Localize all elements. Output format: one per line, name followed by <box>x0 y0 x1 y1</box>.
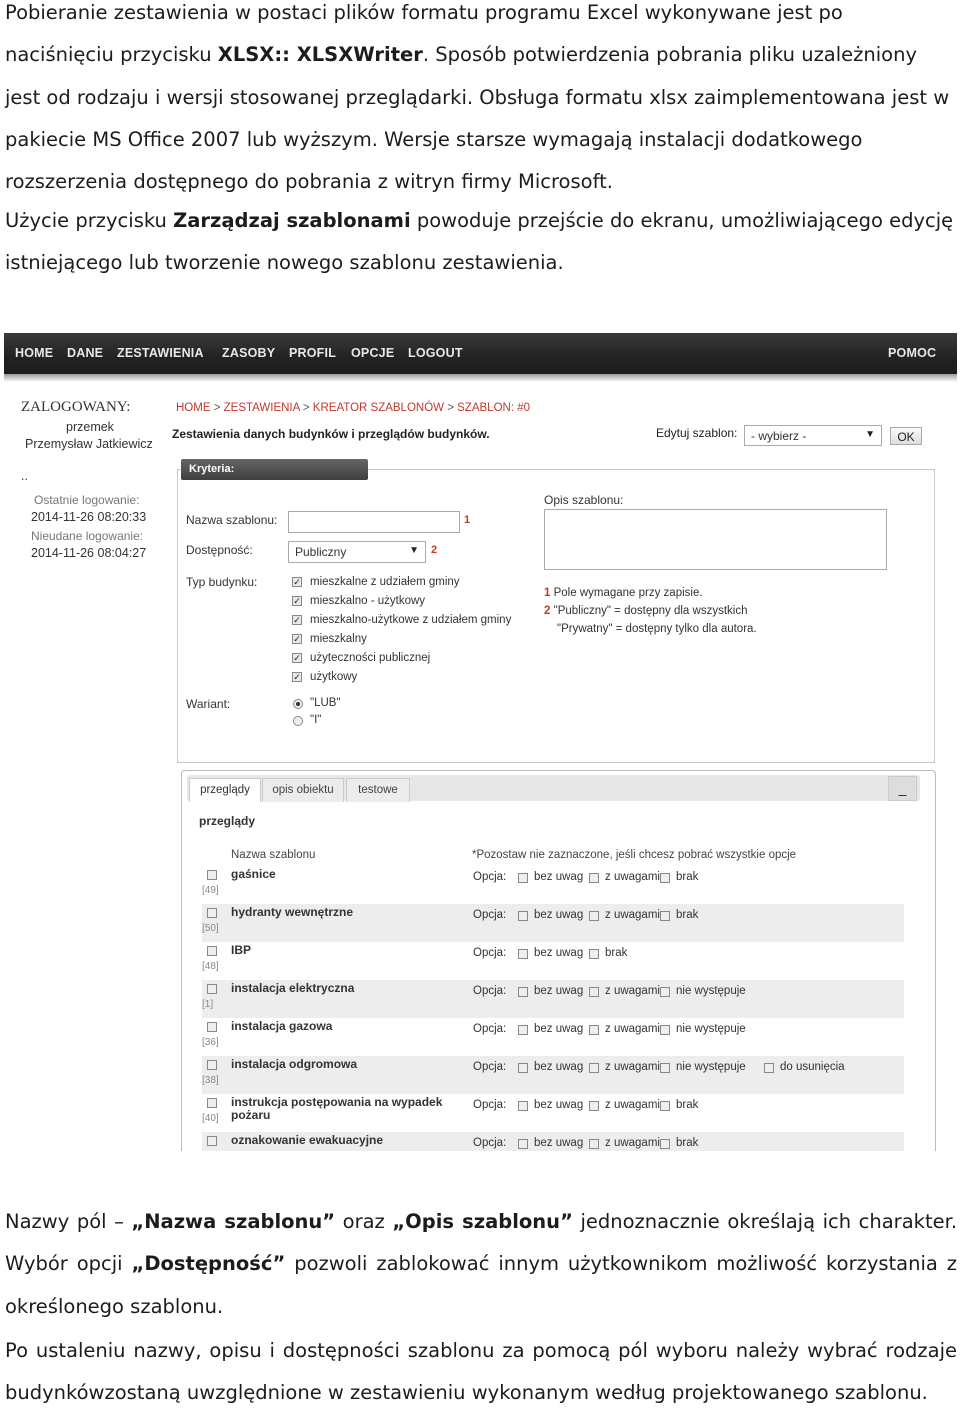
type-checkbox[interactable]: ✓ <box>293 596 301 606</box>
variant-label: Wariant: <box>186 697 231 711</box>
breadcrumb-home[interactable]: HOME <box>176 402 211 414</box>
outro-paragraph-2: Po ustaleniu nazwy, opisu i dostępności szablonu za pomocą pól wyboru należy wybrać rodzaje budynkówzostaną uwzględnione w zestawieniu wykonanym według projektowanego szablonu. <box>5 1339 957 1405</box>
tab-przeglady[interactable]: przeglądy <box>189 778 261 802</box>
table-row <box>202 1018 904 1056</box>
option-checkbox[interactable] <box>518 873 528 883</box>
option-text: brak <box>676 1137 699 1149</box>
option-label: Opcja: <box>473 947 507 959</box>
option-text: z uwagami <box>605 985 660 997</box>
outro-text: jednoznacznie określają ich charakter. Wybór opcji <box>5 1210 958 1276</box>
option-text: nie występuje <box>676 985 746 997</box>
row-name: instrukcja postępowania na wypadek pożaru <box>231 1095 443 1122</box>
option-checkbox[interactable] <box>660 1139 670 1149</box>
type-checkbox[interactable]: ✓ <box>293 615 301 625</box>
breadcrumb-kreator[interactable]: KREATOR SZABLONÓW <box>312 402 445 414</box>
table-row <box>202 942 904 980</box>
row-name: instalacja elektryczna <box>231 981 355 995</box>
row-checkbox[interactable] <box>207 1022 217 1032</box>
outro-text: pozwoli zablokować innym użytkownikom możliwość korzystania z określonego szablonu. <box>5 1252 957 1318</box>
option-label: Opcja: <box>473 1099 507 1111</box>
access-select[interactable] <box>288 541 426 563</box>
option-checkbox[interactable] <box>589 987 599 997</box>
option-checkbox[interactable] <box>518 1139 528 1149</box>
type-option: mieszkalno - użytkowy <box>310 595 426 607</box>
nav-profil[interactable]: PROFIL <box>289 346 337 360</box>
nav-home[interactable]: HOME <box>15 346 54 360</box>
option-checkbox[interactable] <box>589 949 599 959</box>
option-text: bez uwag <box>534 947 584 959</box>
nav-dane[interactable]: DANE <box>67 346 104 360</box>
outro-paragraph-1 <box>5 1201 957 1328</box>
option-checkbox[interactable] <box>764 1063 774 1073</box>
name-input[interactable] <box>288 511 460 533</box>
access-value: Publiczny <box>295 545 347 559</box>
row-id: [36] <box>202 1037 219 1048</box>
option-text: nie występuje <box>676 1023 746 1035</box>
type-option: mieszkalne z udziałem gminy <box>310 576 460 588</box>
intro-text: Pobieranie zestawienia w postaci plików formatu programu Excel wykonywane jest po naciśnięciu przycisku <box>5 1 843 67</box>
option-label: Opcja: <box>473 909 507 921</box>
row-checkbox[interactable] <box>207 1136 217 1146</box>
intro-paragraph-1 <box>5 0 950 203</box>
breadcrumb-szablon[interactable]: SZABLON: #0 <box>457 402 531 414</box>
nav-opcje[interactable]: OPCJE <box>351 346 395 360</box>
row-id: [40] <box>202 1113 219 1124</box>
variant-option: "LUB" <box>310 697 341 709</box>
description-label: Opis szablonu: <box>544 493 624 507</box>
type-checkbox[interactable]: ✓ <box>293 634 301 644</box>
option-text: bez uwag <box>534 985 584 997</box>
note-text: Pole wymagane przy zapisie. <box>553 587 703 599</box>
option-text: bez uwag <box>534 1099 584 1111</box>
description-textarea[interactable] <box>544 509 887 570</box>
dropdown-arrow-icon: ▼ <box>409 545 419 556</box>
option-checkbox[interactable] <box>660 873 670 883</box>
outro-text: Nazwy pól – <box>5 1210 132 1233</box>
minimize-button[interactable]: _ <box>888 776 917 801</box>
option-text: bez uwag <box>534 871 584 883</box>
login-panel <box>4 393 156 1151</box>
access-label: Dostępność: <box>186 543 253 557</box>
option-checkbox[interactable] <box>660 1063 670 1073</box>
row-checkbox[interactable] <box>207 1060 217 1070</box>
option-label: Opcja: <box>473 871 507 883</box>
dropdown-arrow-icon: ▼ <box>865 429 875 440</box>
note-3: "Prywatny" = dostępny tylko dla autora. <box>557 623 757 635</box>
edit-template-label: Edytuj szablon: <box>656 426 738 440</box>
table-row <box>202 1056 904 1094</box>
note-text: "Publiczny" = dostępny dla wszystkich <box>553 605 748 617</box>
nav-zasoby[interactable]: ZASOBY <box>222 346 276 360</box>
note-number: 1 <box>544 587 551 599</box>
option-text: z uwagami <box>605 1137 660 1149</box>
failed-login-label: Nieudane logowanie: <box>31 529 144 543</box>
app-screenshot <box>4 333 957 1151</box>
tab-testowe[interactable]: testowe <box>346 778 410 802</box>
option-text: do usunięcia <box>780 1061 845 1073</box>
last-login-label: Ostatnie logowanie: <box>34 493 140 507</box>
note-number: 2 <box>544 605 551 617</box>
option-text: z uwagami <box>605 1099 660 1111</box>
row-checkbox[interactable] <box>207 908 217 918</box>
building-type-label: Typ budynku: <box>186 575 258 589</box>
note-2 <box>544 605 747 617</box>
login-dots: .. <box>21 469 28 483</box>
table-row <box>202 904 904 942</box>
type-option: użytkowy <box>310 671 358 683</box>
edit-template-value: - wybierz - <box>751 429 807 443</box>
option-checkbox[interactable] <box>589 911 599 921</box>
breadcrumb-separator: > <box>302 402 310 414</box>
row-id: [49] <box>202 885 219 896</box>
option-text: brak <box>676 871 699 883</box>
option-text: brak <box>676 909 699 921</box>
breadcrumb <box>176 402 530 414</box>
row-name: instalacja odgromowa <box>231 1057 358 1071</box>
breadcrumb-separator: > <box>213 402 221 414</box>
option-checkbox[interactable] <box>518 1025 528 1035</box>
option-checkbox[interactable] <box>660 1025 670 1035</box>
variant-radio-or[interactable] <box>293 699 303 709</box>
type-option: mieszkalny <box>310 633 367 645</box>
option-checkbox[interactable] <box>660 1101 670 1111</box>
type-checkbox[interactable]: ✓ <box>293 672 301 682</box>
top-navigation <box>4 333 957 374</box>
note-1 <box>544 587 703 599</box>
row-checkbox[interactable] <box>207 870 217 880</box>
name-required-marker: 1 <box>464 514 471 526</box>
page-subtitle: Zestawienia danych budynków i przeglądów budynków. <box>172 427 490 441</box>
table-row <box>202 980 904 1018</box>
option-text: brak <box>605 947 628 959</box>
option-checkbox[interactable] <box>589 1063 599 1073</box>
table-row <box>202 866 904 904</box>
criteria-tab: Kryteria: <box>181 459 368 480</box>
nav-logout[interactable]: LOGOUT <box>408 346 463 360</box>
option-label: Opcja: <box>473 1137 507 1149</box>
table-row <box>202 1094 904 1132</box>
type-checkbox[interactable]: ✓ <box>293 653 301 663</box>
variant-radio-and[interactable] <box>293 716 303 726</box>
option-label: Opcja: <box>473 1023 507 1035</box>
outro-text: oraz <box>335 1210 393 1233</box>
name-label: Nazwa szablonu: <box>186 513 278 527</box>
breadcrumb-zestawienia[interactable]: ZESTAWIENIA <box>223 402 300 414</box>
edit-template-select[interactable] <box>744 425 882 446</box>
option-checkbox[interactable] <box>589 1025 599 1035</box>
option-text: bez uwag <box>534 909 584 921</box>
option-checkbox[interactable] <box>518 987 528 997</box>
option-checkbox[interactable] <box>518 911 528 921</box>
type-option: mieszkalno-użytkowe z udziałem gminy <box>310 614 512 626</box>
row-id: [50] <box>202 923 219 934</box>
option-checkbox[interactable] <box>589 1139 599 1149</box>
option-text: nie występuje <box>676 1061 746 1073</box>
type-option: użyteczności publicznej <box>310 652 431 664</box>
option-checkbox[interactable] <box>518 1101 528 1111</box>
row-id: [1] <box>202 999 214 1010</box>
row-checkbox[interactable] <box>207 946 217 956</box>
row-checkbox[interactable] <box>207 1098 217 1108</box>
option-label: Opcja: <box>473 985 507 997</box>
intro-bold-xlsx: XLSX:: XLSXWriter <box>217 43 423 67</box>
option-text: brak <box>676 1099 699 1111</box>
option-text: bez uwag <box>534 1137 584 1149</box>
login-title: ZALOGOWANY: <box>21 399 131 415</box>
row-name: hydranty wewnętrzne <box>231 905 354 919</box>
intro-paragraph-2 <box>5 200 957 285</box>
row-name: oznakowanie ewakuacyjne <box>231 1133 384 1147</box>
column-hint: *Pozostaw nie zaznaczone, jeśli chcesz pobrać wszystkie opcje <box>472 849 797 861</box>
option-checkbox[interactable] <box>660 987 670 997</box>
breadcrumb-separator: > <box>447 402 454 414</box>
ok-button[interactable]: OK <box>890 427 922 445</box>
access-required-marker: 2 <box>431 544 438 556</box>
outro-bold-name: „Nazwa szablonu” <box>131 1210 336 1233</box>
row-name: IBP <box>231 943 252 957</box>
option-text: z uwagami <box>605 871 660 883</box>
option-checkbox[interactable] <box>589 1101 599 1111</box>
row-id: [48] <box>202 961 219 972</box>
intro-bold-manage: Zarządzaj szablonami <box>173 209 411 232</box>
intro-text: Użycie przycisku <box>5 209 174 232</box>
nav-shadow <box>4 374 957 382</box>
variant-option: "I" <box>310 714 322 726</box>
nav-pomoc[interactable]: POMOC <box>888 346 937 360</box>
option-text: bez uwag <box>534 1023 584 1035</box>
type-checkbox[interactable]: ✓ <box>293 577 301 587</box>
table-row <box>202 1132 904 1151</box>
nav-zestawienia[interactable]: ZESTAWIENIA <box>117 346 204 360</box>
option-text: z uwagami <box>605 1023 660 1035</box>
section-title: przeglądy <box>199 814 256 828</box>
failed-login-value: 2014-11-26 08:04:27 <box>31 546 147 560</box>
option-text: z uwagami <box>605 909 660 921</box>
option-label: Opcja: <box>473 1061 507 1073</box>
tab-opis-obiektu[interactable]: opis obiektu <box>262 778 344 802</box>
row-name: gaśnice <box>231 867 276 881</box>
option-checkbox[interactable] <box>589 873 599 883</box>
option-checkbox[interactable] <box>518 1063 528 1073</box>
row-id: [38] <box>202 1075 219 1086</box>
row-name: instalacja gazowa <box>231 1019 333 1033</box>
login-user: przemek <box>66 420 114 434</box>
column-name: Nazwa szablonu <box>231 849 316 861</box>
intro-text: powoduje przejście do ekranu, umożliwiającego edycję istniejącego lub tworzenie nowego szablonu zestawienia. <box>5 209 954 275</box>
option-text: z uwagami <box>605 1061 660 1073</box>
last-login-value: 2014-11-26 08:20:33 <box>31 510 147 524</box>
option-checkbox[interactable] <box>518 949 528 959</box>
login-fullname: Przemysław Jatkiewicz <box>25 437 153 451</box>
intro-text: . Sposób potwierdzenia pobrania pliku uzależniony jest od rodzaju i wersji stosowanej przeglądarki. Obsługa formatu xlsx zaimplementowana jest w pakiecie MS Office 2007 lub wyższym. Wersje starsze wymagają instalacji dodatkowego rozszerzenia dostępnego do pobrania z witryn firmy Microsoft. <box>5 43 950 194</box>
outro-bold-access: „Dostępność” <box>131 1252 286 1276</box>
option-text: bez uwag <box>534 1061 584 1073</box>
outro-bold-description: „Opis szablonu” <box>392 1210 573 1233</box>
row-checkbox[interactable] <box>207 984 217 994</box>
option-checkbox[interactable] <box>660 911 670 921</box>
